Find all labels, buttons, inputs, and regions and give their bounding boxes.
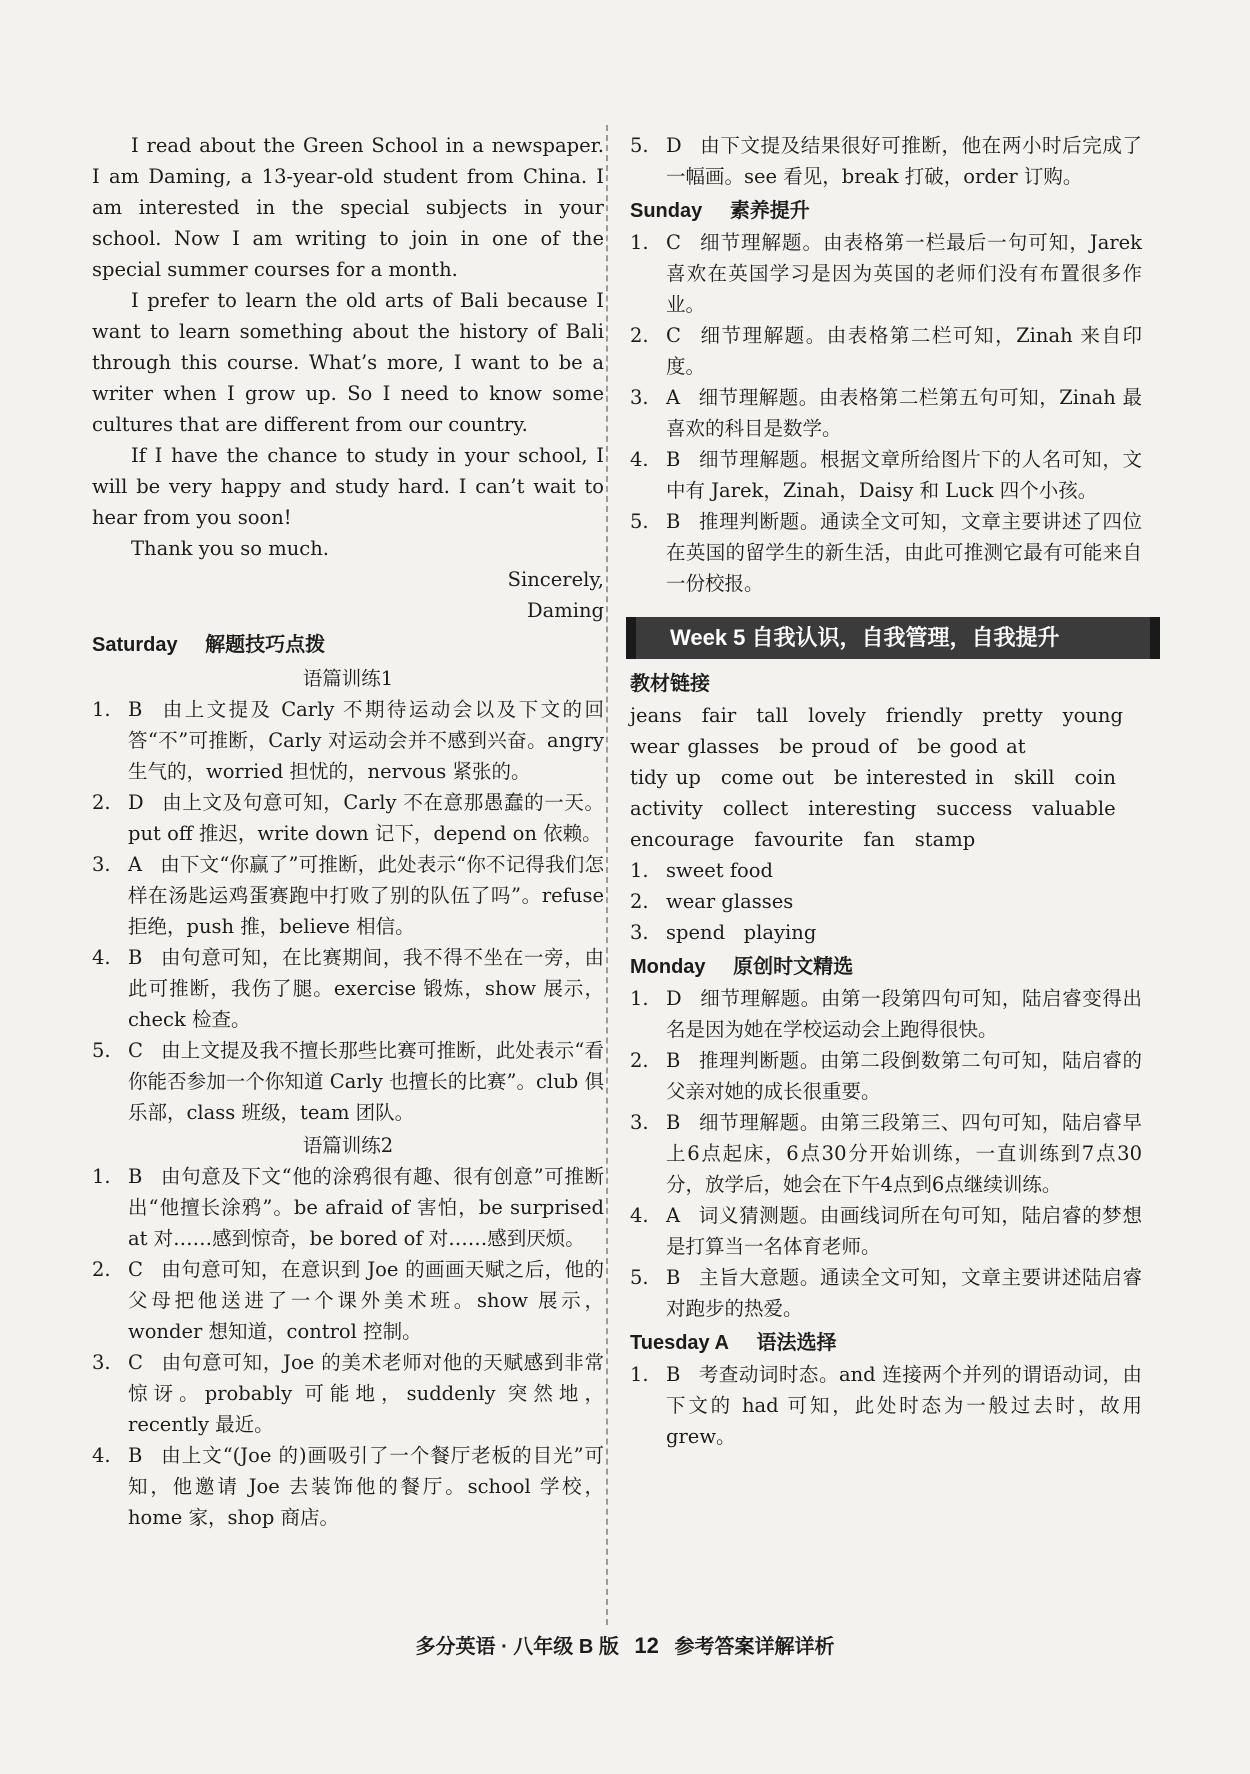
item-explanation: 由句意可知，在意识到 Joe 的画画天赋之后，他的父母把他送进了一个课外美术班。show 展示，wonder 想知道，control 控制。 [128, 1258, 604, 1343]
phrase-item [630, 886, 1142, 917]
item-explanation: 由上文及句意可知，Carly 不在意那愚蠢的一天。put off 推迟，write down 记下，depend on 依赖。 [128, 791, 604, 845]
passage2-items [92, 1161, 604, 1533]
item-explanation: 由句意及下文“他的涂鸦很有趣、很有创意”可推断出“他擅长涂鸦”。be afraid of 害怕，be surprised at 对……感到惊奇，be bored of 对……感到厌烦。 [128, 1165, 604, 1250]
tuesday-heading [630, 1328, 1142, 1359]
vocabulary-line [630, 762, 1142, 793]
week5-banner: Week 5 自我认识，自我管理，自我提升 [626, 617, 1160, 659]
item-number: 5. [630, 1266, 649, 1289]
answer-item [92, 1254, 604, 1347]
vocab-word: be proud of [779, 735, 898, 758]
item-answer: D [666, 134, 682, 157]
vocab-word: be good at [917, 735, 1026, 758]
item-explanation: 由上文提及 Carly 不期待运动会以及下文的回答“不”可推断，Carly 对运动会并不感到兴奋。angry 生气的，worried 担忧的，nervous 紧张的。 [128, 698, 604, 783]
vocab-word: come out [720, 766, 814, 789]
item-answer: B [666, 510, 681, 533]
phrase-text: sweet food [666, 859, 773, 882]
answer-item [92, 787, 604, 849]
section-title: 语法选择 [756, 1332, 837, 1354]
item-number: 3. [630, 386, 649, 409]
item-explanation: 细节理解题。由第三段第三、四句可知，陆启睿早上6点起床，6点30分开始训练，一直训练到7点30分，放学后，她会在下午4点到6点继续训练。 [666, 1111, 1142, 1196]
letter-paragraph: I prefer to learn the old arts of Bali because I want to learn something about the history of Bali through this course. What’s more, I want to be a writer when I grow up. So I need to know some cultures that are different from our country. [92, 289, 604, 436]
monday-items [630, 983, 1142, 1324]
right-column [630, 130, 1142, 1452]
vocab-word: fair [701, 704, 737, 727]
letter [92, 130, 604, 626]
vocab-word: jeans [630, 704, 682, 727]
vocab-word: encourage [630, 828, 735, 851]
item-explanation: 推理判断题。通读全文可知，文章主要讲述了四位在英国的留学生的新生活，由此可推测它最有可能来自一份校报。 [666, 510, 1142, 595]
vocabulary-list [630, 700, 1142, 855]
item-number: 1. [630, 231, 649, 254]
answer-item [630, 1359, 1142, 1452]
monday-heading [630, 952, 1142, 983]
answer-item [92, 1440, 604, 1533]
item-answer: C [666, 231, 681, 254]
item-number: 5. [92, 1039, 111, 1062]
item-number: 1. [630, 987, 649, 1010]
item-number: 4. [630, 448, 649, 471]
item-explanation: 主旨大意题。通读全文可知，文章主要讲述陆启睿对跑步的热爱。 [666, 1266, 1142, 1320]
letter-closing: Sincerely, [507, 568, 604, 591]
answer-item [630, 130, 1142, 192]
section-title: 解题技巧点拨 [205, 634, 326, 656]
item-answer: D [128, 791, 144, 814]
item-number: 2. [630, 324, 649, 347]
vocabulary-line [630, 793, 1142, 824]
vocab-word: stamp [914, 828, 976, 851]
page-number: 12 [634, 1633, 659, 1658]
item-answer: C [666, 324, 681, 347]
answer-item [630, 1262, 1142, 1324]
answer-item [630, 382, 1142, 444]
vocab-word: favourite [754, 828, 844, 851]
section-day: Tuesday A [630, 1332, 729, 1354]
passage1-items [92, 694, 604, 1128]
item-answer: C [128, 1039, 143, 1062]
vocab-word: valuable [1032, 797, 1116, 820]
vocabulary-line [630, 731, 1142, 762]
vocab-word: tidy up [630, 766, 701, 789]
item-answer: D [666, 987, 682, 1010]
item-explanation: 推理判断题。由第二段倒数第二句可知，陆启睿的父亲对她的成长很重要。 [666, 1049, 1142, 1103]
answer-item [630, 1045, 1142, 1107]
section-day: Sunday [630, 200, 703, 222]
item-answer: B [666, 1111, 681, 1134]
item-answer: A [128, 853, 143, 876]
item-answer: B [128, 698, 143, 721]
item-number: 2. [92, 1258, 111, 1281]
item-number: 2. [630, 1049, 649, 1072]
section-day: Saturday [92, 634, 178, 656]
item-explanation: 细节理解题。根据文章所给图片下的人名可知，文中有 Jarek，Zinah，Daisy 和 Luck 四个小孩。 [666, 448, 1142, 502]
item-explanation: 考查动词时态。and 连接两个并列的谓语动词，由下文的 had 可知，此处时态为一般过去时，故用 grew。 [666, 1363, 1142, 1448]
item-answer: B [666, 448, 681, 471]
vocab-word: collect [722, 797, 789, 820]
saturday-heading [92, 630, 604, 661]
textbook-link-heading: 教材链接 [630, 673, 710, 695]
item-answer: B [128, 946, 143, 969]
item-number: 1. [92, 1165, 111, 1188]
vocab-word: friendly [885, 704, 963, 727]
letter-paragraph: I read about the Green School in a newspaper. I am Daming, a 13-year-old student from China. I am interested in the special subjects in your school. Now I am writing to join in one of the special summer courses for a month. [92, 134, 604, 281]
letter-paragraph: Thank you so much. [131, 537, 329, 560]
item-number: 1. [92, 698, 111, 721]
answer-item [630, 320, 1142, 382]
item-answer: B [666, 1266, 681, 1289]
item-explanation: 由上文“(Joe 的)画吸引了一个餐厅老板的目光”可知，他邀请 Joe 去装饰他的餐厅。school 学校，home 家，shop 商店。 [128, 1444, 604, 1529]
left-column [92, 130, 604, 1533]
vocab-word: wear glasses [630, 735, 760, 758]
vocabulary-line [630, 700, 1142, 731]
column-divider [606, 125, 608, 1625]
item-number: 4. [92, 946, 111, 969]
item-number: 1. [630, 859, 649, 882]
item-explanation: 细节理解题。由表格第二栏可知，Zinah 来自印度。 [666, 324, 1142, 378]
item-explanation: 细节理解题。由第一段第四句可知，陆启睿变得出名是因为她在学校运动会上跑得很快。 [666, 987, 1142, 1041]
vocab-word: lovely [808, 704, 866, 727]
vocab-word: young [1062, 704, 1123, 727]
page-footer [0, 1630, 1250, 1659]
item-explanation: 由上文提及我不擅长那些比赛可推断，此处表示“看你能否参加一个你知道 Carly 也擅长的比赛”。club 俱乐部，class 班级，team 团队。 [128, 1039, 604, 1124]
item-number: 3. [630, 921, 649, 944]
phrase-text: spend playing [666, 921, 817, 944]
sunday-heading [630, 196, 1142, 227]
vocab-word: pretty [982, 704, 1043, 727]
vocab-word: skill [1013, 766, 1055, 789]
item-number: 4. [92, 1444, 111, 1467]
answer-item [630, 444, 1142, 506]
phrase-item [630, 917, 1142, 948]
item-answer: C [128, 1258, 143, 1281]
item-number: 3. [92, 853, 111, 876]
item-number: 3. [92, 1351, 111, 1374]
item-number: 5. [630, 134, 649, 157]
item-explanation: 由句意可知，在比赛期间，我不得不坐在一旁，由此可推断，我伤了腿。exercise 锻炼，show 展示，check 检查。 [128, 946, 604, 1031]
vocab-word: tall [756, 704, 789, 727]
vocab-word: fan [863, 828, 895, 851]
phrase-text: wear glasses [666, 890, 794, 913]
answer-item [630, 1200, 1142, 1262]
answer-item [92, 1035, 604, 1128]
item-explanation: 由句意可知，Joe 的美术老师对他的天赋感到非常惊讶。probably 可能地，suddenly 突然地，recently 最近。 [128, 1351, 604, 1436]
footer-book-title: 多分英语 · 八年级 B 版 [415, 1636, 619, 1658]
item-explanation: 词义猜测题。由画线词所在句可知，陆启睿的梦想是打算当一名体育老师。 [666, 1204, 1142, 1258]
section-day: Monday [630, 956, 706, 978]
item-number: 5. [630, 510, 649, 533]
item-explanation: 细节理解题。由表格第一栏最后一句可知，Jarek 喜欢在英国学习是因为英国的老师们没有布置很多作业。 [666, 231, 1142, 316]
footer-section-title: 参考答案详解详析 [674, 1636, 835, 1658]
sunday-items [630, 227, 1142, 599]
answer-item [630, 983, 1142, 1045]
item-number: 2. [92, 791, 111, 814]
answer-item [92, 942, 604, 1035]
phrase-list [630, 855, 1142, 948]
item-answer: B [128, 1444, 143, 1467]
answer-item [92, 849, 604, 942]
vocab-word: be interested in [833, 766, 994, 789]
item-answer: A [666, 386, 681, 409]
vocab-word: coin [1074, 766, 1116, 789]
answer-item [630, 1107, 1142, 1200]
answer-item [92, 694, 604, 787]
item-explanation: 由下文提及结果很好可推断，他在两小时后完成了一幅画。see 看见，break 打破，order 订购。 [666, 134, 1142, 188]
item-answer: C [128, 1351, 143, 1374]
item-explanation: 细节理解题。由表格第二栏第五句可知，Zinah 最喜欢的科目是数学。 [666, 386, 1142, 440]
item-number: 2. [630, 890, 649, 913]
tuesday-items [630, 1359, 1142, 1452]
answer-item [92, 1347, 604, 1440]
item-number: 1. [630, 1363, 649, 1386]
phrase-item [630, 855, 1142, 886]
answer-item [630, 227, 1142, 320]
answer-item [92, 1161, 604, 1254]
item-explanation: 由下文“你赢了”可推断，此处表示“你不记得我们怎样在汤匙运鸡蛋赛跑中打败了别的队伍了吗”。refuse 拒绝，push 推，believe 相信。 [128, 853, 604, 938]
item-answer: B [666, 1363, 681, 1386]
item-number: 4. [630, 1204, 649, 1227]
vocabulary-line [630, 824, 1142, 855]
letter-signature: Daming [526, 599, 604, 622]
letter-paragraph: If I have the chance to study in your school, I will be very happy and study hard. I can’t wait to hear from you soon! [92, 444, 604, 529]
passage1-title: 语篇训练1 [302, 667, 394, 690]
vocab-word: activity [630, 797, 703, 820]
item-number: 3. [630, 1111, 649, 1134]
section-title: 素养提升 [729, 200, 810, 222]
section-title: 原创时文精选 [733, 956, 854, 978]
vocab-word: interesting [808, 797, 917, 820]
answer-item [630, 506, 1142, 599]
item-answer: A [666, 1204, 681, 1227]
passage2-title: 语篇训练2 [302, 1134, 394, 1157]
item-answer: B [128, 1165, 143, 1188]
item-answer: B [666, 1049, 681, 1072]
vocab-word: success [936, 797, 1013, 820]
